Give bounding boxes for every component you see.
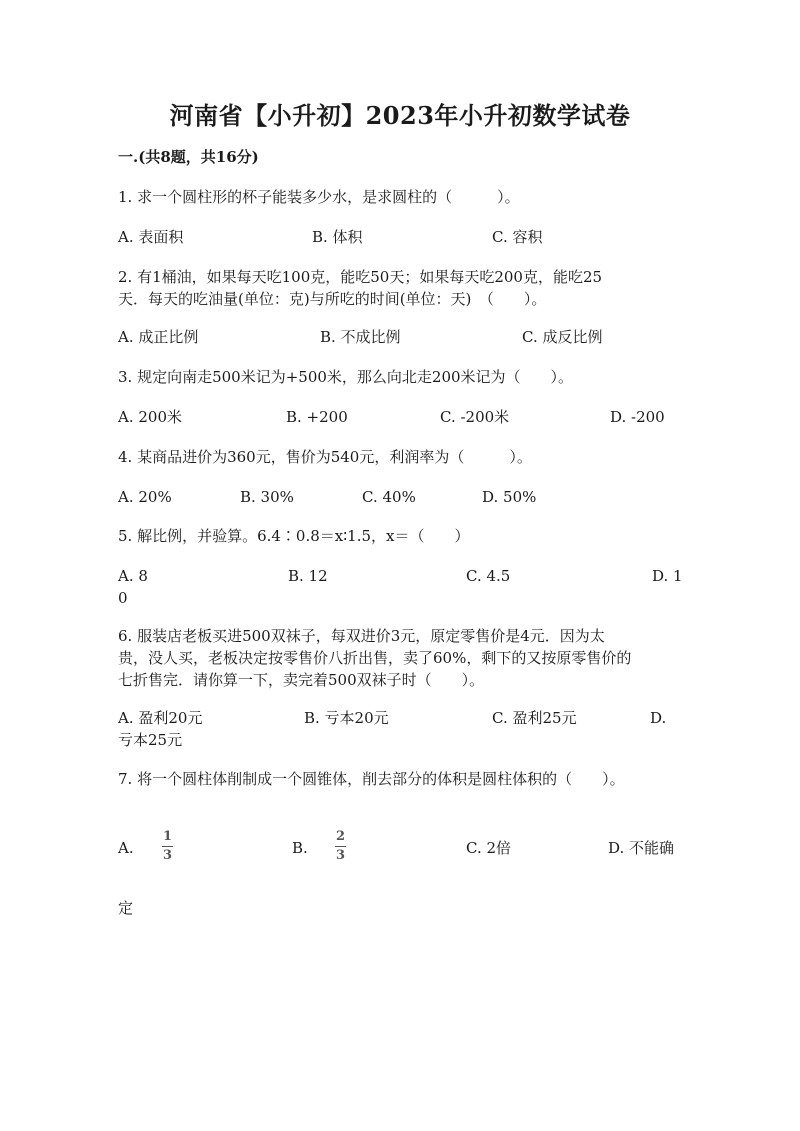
question-6-text-line-1: 6. 服装店老板买进500双袜子，每双进价3元，原定零售价是4元．因为太 bbox=[118, 627, 605, 645]
fraction-numerator: 2 bbox=[335, 829, 346, 844]
question-1-option-c: C. 容积 bbox=[492, 228, 543, 246]
question-3-option-b: B. +200 bbox=[286, 408, 348, 426]
question-5-option-d-wrap: 0 bbox=[118, 589, 128, 607]
question-4-option-c: C. 40% bbox=[362, 488, 416, 506]
question-6-option-b: B. 亏本20元 bbox=[304, 709, 389, 727]
question-6-option-d: D. bbox=[650, 709, 667, 727]
question-6-text-line-3: 七折售完．请你算一下，卖完着500双袜子时（ ）。 bbox=[118, 671, 485, 689]
question-5-option-d: D. 1 bbox=[652, 567, 683, 585]
question-5-option-a: A. 8 bbox=[118, 567, 148, 585]
question-6-option-c: C. 盈利25元 bbox=[492, 709, 577, 727]
question-2-option-a: A. 成正比例 bbox=[118, 328, 199, 346]
fraction-denominator: 3 bbox=[162, 848, 173, 863]
question-2-text-line-1: 2. 有1桶油，如果每天吃100克，能吃50天；如果每天吃200克，能吃25 bbox=[118, 268, 603, 286]
question-1-option-a: A. 表面积 bbox=[118, 228, 184, 246]
question-6-option-d-wrap: 亏本25元 bbox=[118, 731, 183, 749]
question-2-option-c: C. 成反比例 bbox=[522, 328, 603, 346]
question-4-option-b: B. 30% bbox=[240, 488, 294, 506]
question-5-option-b: B. 12 bbox=[288, 567, 328, 585]
question-5-text: 5. 解比例，并验算。6.4∶0.8＝x∶1.5，x＝（ ） bbox=[118, 527, 470, 545]
question-1-text: 1. 求一个圆柱形的杯子能装多少水，是求圆柱的（ ）。 bbox=[118, 188, 520, 206]
question-2-option-b: B. 不成比例 bbox=[320, 328, 401, 346]
question-3-option-a: A. 200米 bbox=[118, 408, 182, 426]
question-7-option-d-wrap: 定 bbox=[118, 899, 134, 917]
question-3-option-c: C. -200米 bbox=[440, 408, 510, 426]
fraction-numerator: 1 bbox=[162, 829, 173, 844]
question-4-option-d: D. 50% bbox=[482, 488, 537, 506]
section-heading: 一.(共8题，共16分) bbox=[118, 148, 259, 166]
question-7-text: 7. 将一个圆柱体削制成一个圆锥体，削去部分的体积是圆柱体积的（ ）。 bbox=[118, 770, 625, 788]
question-7-option-b-fraction bbox=[335, 830, 346, 863]
question-4-option-a: A. 20% bbox=[118, 488, 172, 506]
question-4-text: 4. 某商品进价为360元，售价为540元，利润率为（ ）。 bbox=[118, 448, 532, 466]
question-7-option-d: D. 不能确 bbox=[608, 839, 675, 857]
question-7-option-a: A. bbox=[118, 839, 134, 857]
question-7-option-a-fraction bbox=[162, 830, 173, 863]
question-7-option-c: C. 2倍 bbox=[466, 839, 512, 857]
question-5-option-c: C. 4.5 bbox=[466, 567, 511, 585]
fraction-denominator: 3 bbox=[335, 848, 346, 863]
question-7-option-b: B. bbox=[292, 839, 308, 857]
question-6-text-line-2: 贵，没人买，老板决定按零售价八折出售，卖了60%，剩下的又按原零售价的 bbox=[118, 649, 632, 667]
fraction-bar bbox=[162, 846, 173, 847]
question-2-text-line-2: 天．每天的吃油量(单位：克)与所吃的时间(单位：天) （ ）。 bbox=[118, 290, 547, 308]
question-3-text: 3. 规定向南走500米记为+500米，那么向北走200米记为（ ）。 bbox=[118, 368, 574, 386]
page-title: 河南省【小升初】2023年小升初数学试卷 bbox=[169, 101, 631, 130]
question-6-option-a: A. 盈利20元 bbox=[118, 709, 203, 727]
question-1-option-b: B. 体积 bbox=[312, 228, 363, 246]
question-3-option-d: D. -200 bbox=[610, 408, 665, 426]
fraction-bar bbox=[335, 846, 346, 847]
